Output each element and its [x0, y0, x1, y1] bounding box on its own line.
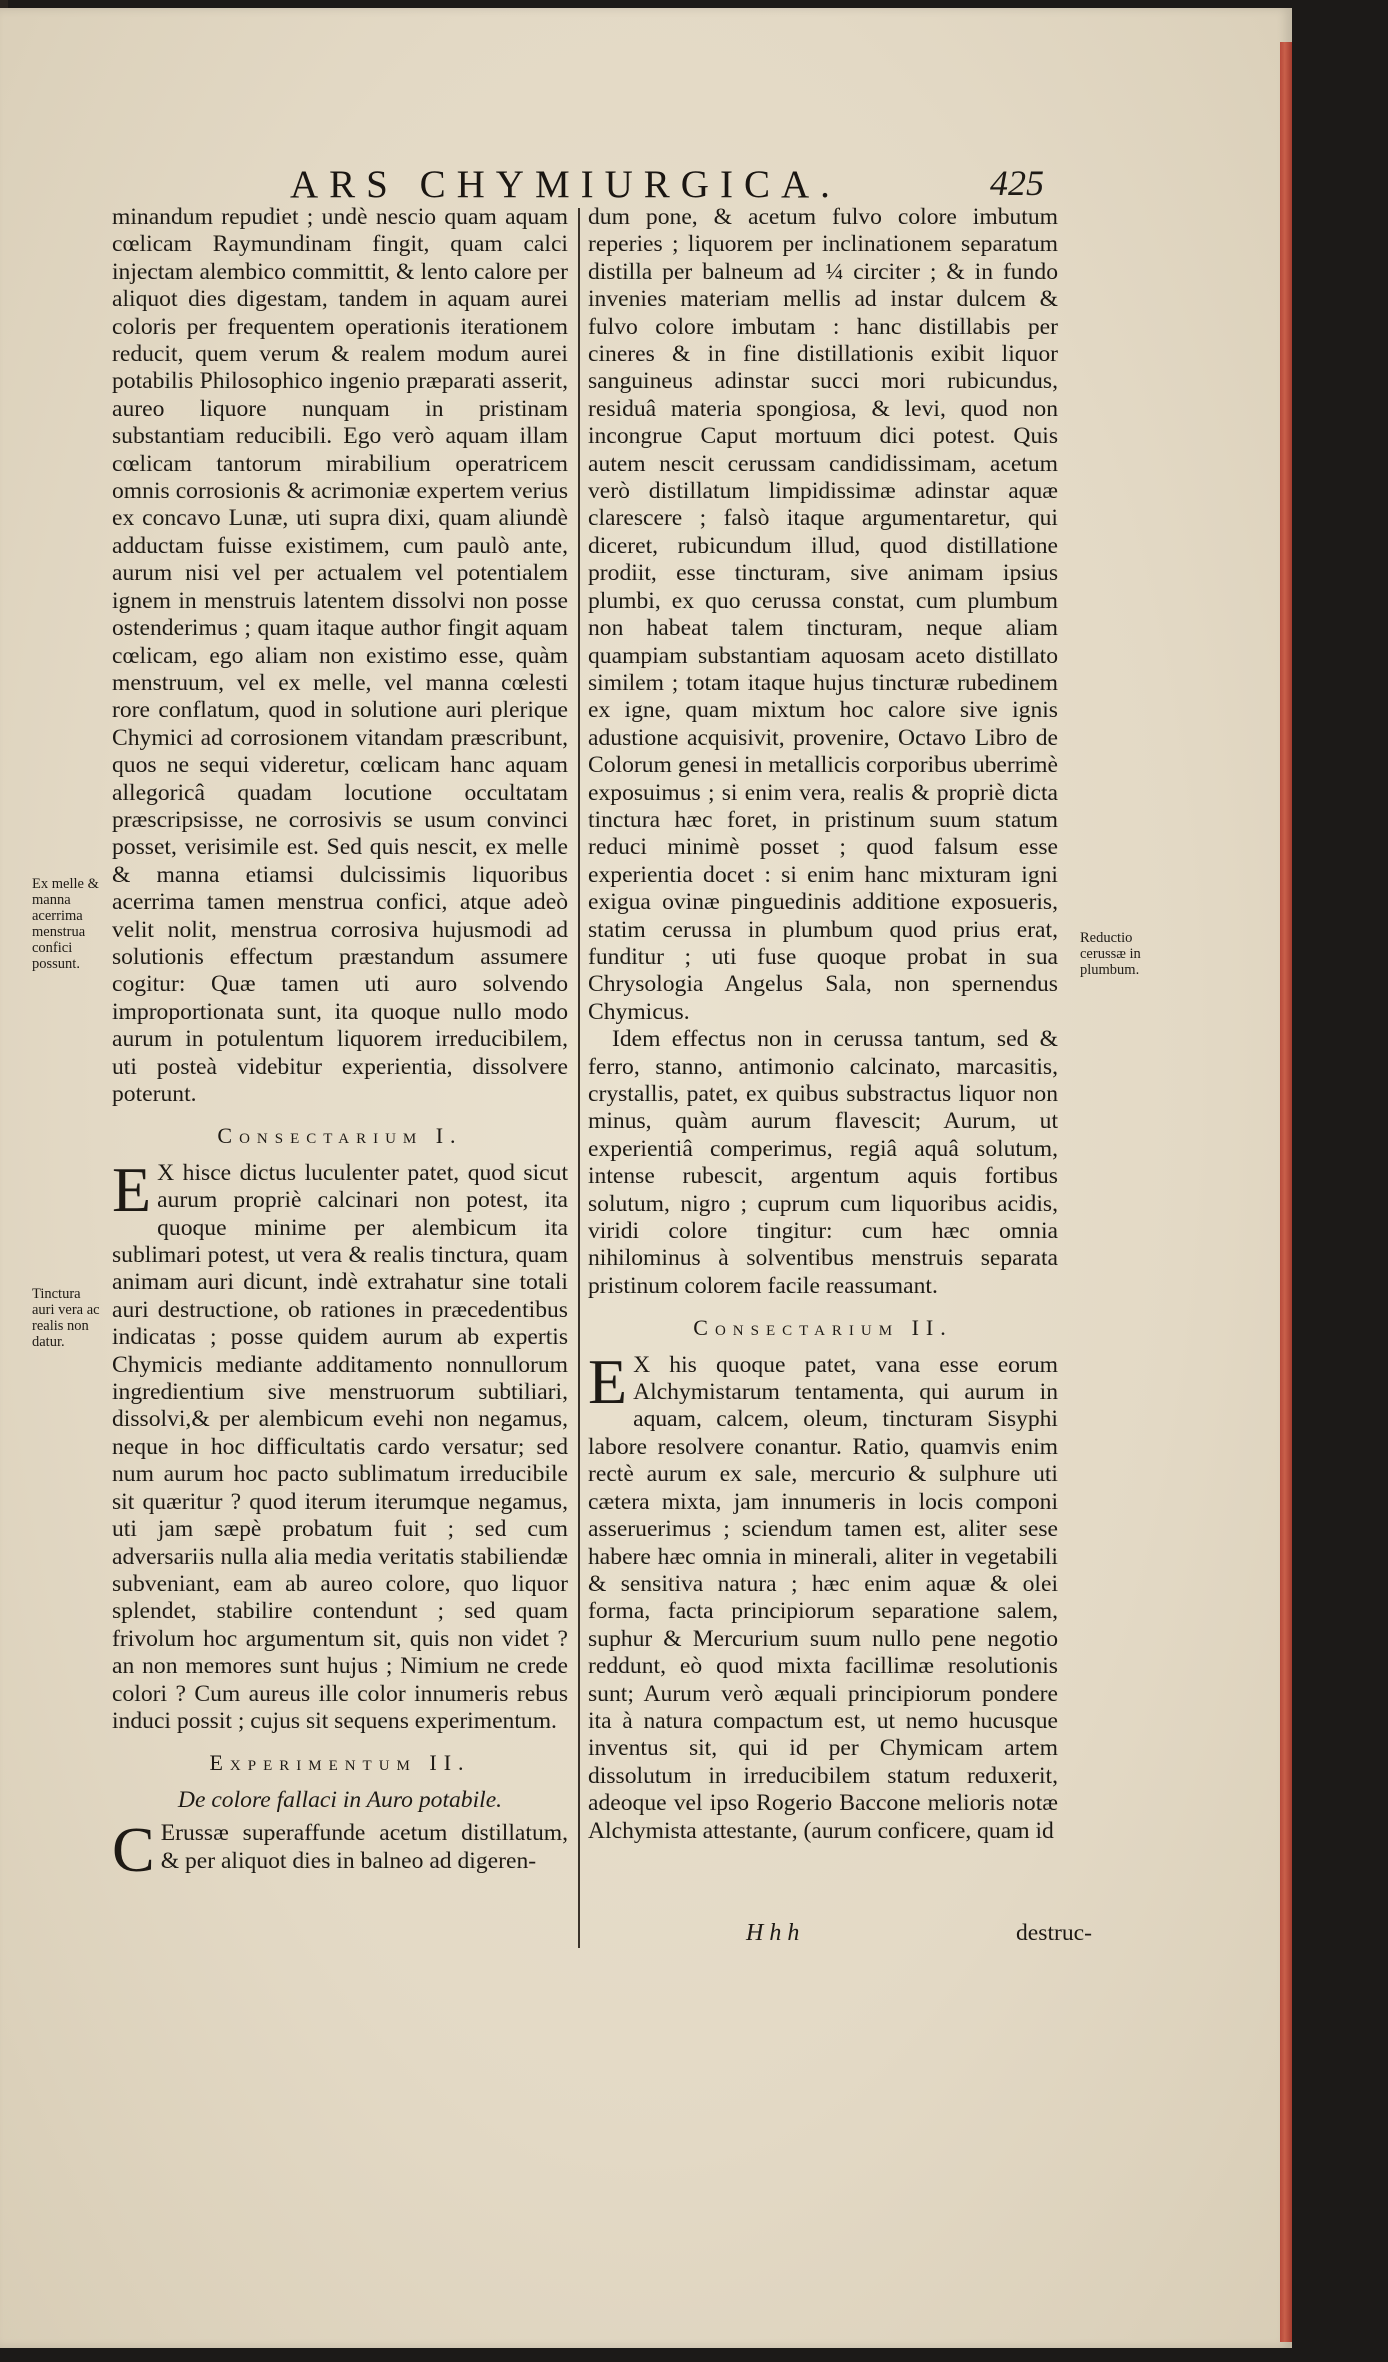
signature-mark: Hhh: [746, 1920, 806, 1946]
section-heading: Consectarium II.: [693, 1315, 953, 1341]
margin-note: Ex melle & manna acerrima menstrua confici possunt.: [32, 876, 99, 972]
paragraph-text: Erussæ superaffunde acetum distillatum, & per aliquot dies in balneo ad digeren-: [160, 1820, 568, 1874]
right-column: [588, 204, 1058, 1845]
catchword: destruc-: [1016, 1920, 1092, 1946]
section-heading: Experimentum II.: [209, 1750, 471, 1776]
drop-cap: E: [112, 1153, 152, 1225]
margin-note: Tinctura auri vera ac realis non datur.: [32, 1286, 100, 1350]
drop-cap: E: [588, 1345, 628, 1417]
paragraph: [112, 1814, 568, 1886]
column-rule: [578, 208, 580, 1948]
paragraph: [112, 1153, 568, 1736]
paragraph: minandum repudiet ; undè nescio quam aquam cœlicam Raymundinam fingit, quam calci injectam alembico committit, & lento calore per aliquot dies digestam, tandem in aquam aurei coloris per frequentem operationis iterationem reducit, quem verum & realem modum aurei potabilis Philosophico ingenio præparati asserit, aureo liquore nunquam in pristinam substantiam reducibili. Ego verò aquam illam cœlicam tantorum mirabilium operatricem omnis corrosionis & acrimoniæ expertem verius ex concavo Lunæ, uti supra dixi, quam aliundè adductam fuisse existimem, cum paulò ante, aurum nisi vel per actualem vel potentialem ignem in menstruis latentem dissolvi non posse ostenderimus ; quam itaque author fingit aquam cœlicam, ego aliam non existimo esse, quàm menstruum, vel ex melle, vel manna cœlesti rore conflatum, quod in solutione auri plerique Chymici ad corrosionem vitandam præscribunt, quos ne sequi videretur, cœlicam hanc aquam allegoricâ quadam locutione occultatam præscripsisse, ne corrosivis se usum convinci posset, verisimile est. Sed quis nescit, ex melle & manna etiamsi dulcissimis liquoribus acerrima tamen menstrua confici, atque adeò velit nolit, menstrua corrosiva hujusmodi ad solutionis effectum præstandum assumere cogitur: Quæ tamen uti auro solvendo improportionata sunt, ita quoque nullo modo aurum in potulentum liquorem irreducibilem, uti posteà videbitur experientia, dissolvere poterunt.: [112, 204, 568, 1107]
paragraph: Idem effectus non in cerussa tantum, sed & ferro, stanno, antimonio calcinato, marcasitis, crystallis, patet, ex quibus substractus liquor non minus, quàm aurum flavescit; Aurum, ut experientiâ comperimus, regiâ aquâ solutum, intense rubescit, argentum aquis fortibus solutum, nigro ; cuprum cum liquoribus acidis, viridi colore tingitur: cum hæc omnia nihilominus à solventibus menstruis separata pristinum colorem facile reassumant.: [588, 1026, 1058, 1299]
paragraph: [588, 1345, 1058, 1845]
paragraph: dum pone, & acetum fulvo colore imbutum reperies ; liquorem per inclinationem separatum distilla per balneum ad ¼ circiter ; & in fundo invenies materiam mellis ad instar dulcem & fulvo colore imbutam : hanc distillabis per cineres & in fine distillationis exibit liquor sanguineus adinstar succi mori rubicundus, residuâ materia spongiosa, & levi, quod non incongrue Caput mortuum dici potest. Quis autem nescit cerussam candidissimam, acetum verò distillatum limpidissimæ adinstar aquæ clarescere ; falsò itaque argumentaretur, qui diceret, rubicundum illud, quod distillatione prodiit, esse tincturam, sive animam ipsius plumbi, ex quo cerussa constat, cum plumbum non habeat talem tincturam, neque aliam quampiam substantiam aquosam aceto distillato similem ; totam itaque hujus tincturæ rubedinem ex igne, quam mixtum hoc calore sive ignis adustione acquisivit, provenire, Octavo Libro de Colorum genesi in metallicis corporibus uberrimè exposuimus ; si enim vera, realis & propriè dicta tinctura hæc foret, in pristinum suum statum reduci minimè posset ; quod falsum esse experientia docet : si enim hanc mixturam igni exigua ovinæ pinguedinis additione exposueris, statim cerussa in plumbum quod prius erat, funditur ; uti fuse quoque probat in sua Chrysologia Angelus Sala, non spernendus Chymicus.: [588, 204, 1058, 1025]
running-header: ARS CHYMIURGICA.: [290, 163, 841, 206]
red-page-edge: [1280, 42, 1292, 2342]
margin-note: Reductio cerussæ in plumbum.: [1080, 930, 1141, 978]
section-subtitle: De colore fallaci in Auro potabile.: [177, 1786, 503, 1813]
drop-cap: C: [112, 1814, 155, 1886]
left-column: [112, 204, 568, 1886]
paragraph-text: X his quoque patet, vana esse eorum Alchymistarum tentamenta, qui aurum in aquam, calcem, oleum, tincturam Sisyphi labore resolvere conantur. Ratio, quamvis enim rectè aurum ex sale, mercurio & sulphure uti cætera mixta, jam innumeris in locis componi asseruerimus ; sciendum tamen est, aliter sese habere hæc omnia in minerali, aliter in vegetabili & sensitiva natura ; hæc enim aquæ & olei forma, facta principiorum separatione salem, suphur & Mercurium suum nullo pene negotio reddunt, eò quod mixta facillimæ resolutionis sunt; Aurum verò æquali principiorum pondere ita à natura compactum est, ut nemo hucusque inventus sit, qui id per Chymicam artem dissolutum in irreducibilem statum reduxerit, adeoque vel ipso Rogerio Baccone melioris notæ Alchymista attestante, (aurum conficere, quam id: [588, 1351, 1058, 1844]
section-heading: Consectarium I.: [217, 1123, 463, 1149]
paragraph-text: X hisce dictus luculenter patet, quod sicut aurum propriè calcinari non potest, ita quoque minime per alembicum ita sublimari potest, ut vera & realis tinctura, quam animam auri dicunt, indè extrahatur sine totali auri destructione, ob rationes in præcedentibus indicatas ; posse quidem aurum ab expertis Chymicis mediante additamento nonnullorum ingredientium sive menstruorum subtiliari, dissolvi,& per alembicum evehi non negamus, neque in hoc difficultatis cardo versatur; sed num aurum hoc pacto sublimatum irreducibile sit quæritur ? quod iterum iterumque negamus, uti jam sæpè probatum fuit ; sed cum adversariis nulla alia media veritatis stabiliendæ subveniant, eam ab aureo colore, quo liquor splendet, stabilire contendunt ; sed quam frivolum hoc argumentum sit, quis non videt ? an non memores sunt hujus ; Nimium ne crede colori ? Cum aureus ille color innumeris rebus induci possit ; cujus sit sequens experimentum.: [112, 1159, 568, 1734]
page-number: 425: [990, 163, 1044, 203]
